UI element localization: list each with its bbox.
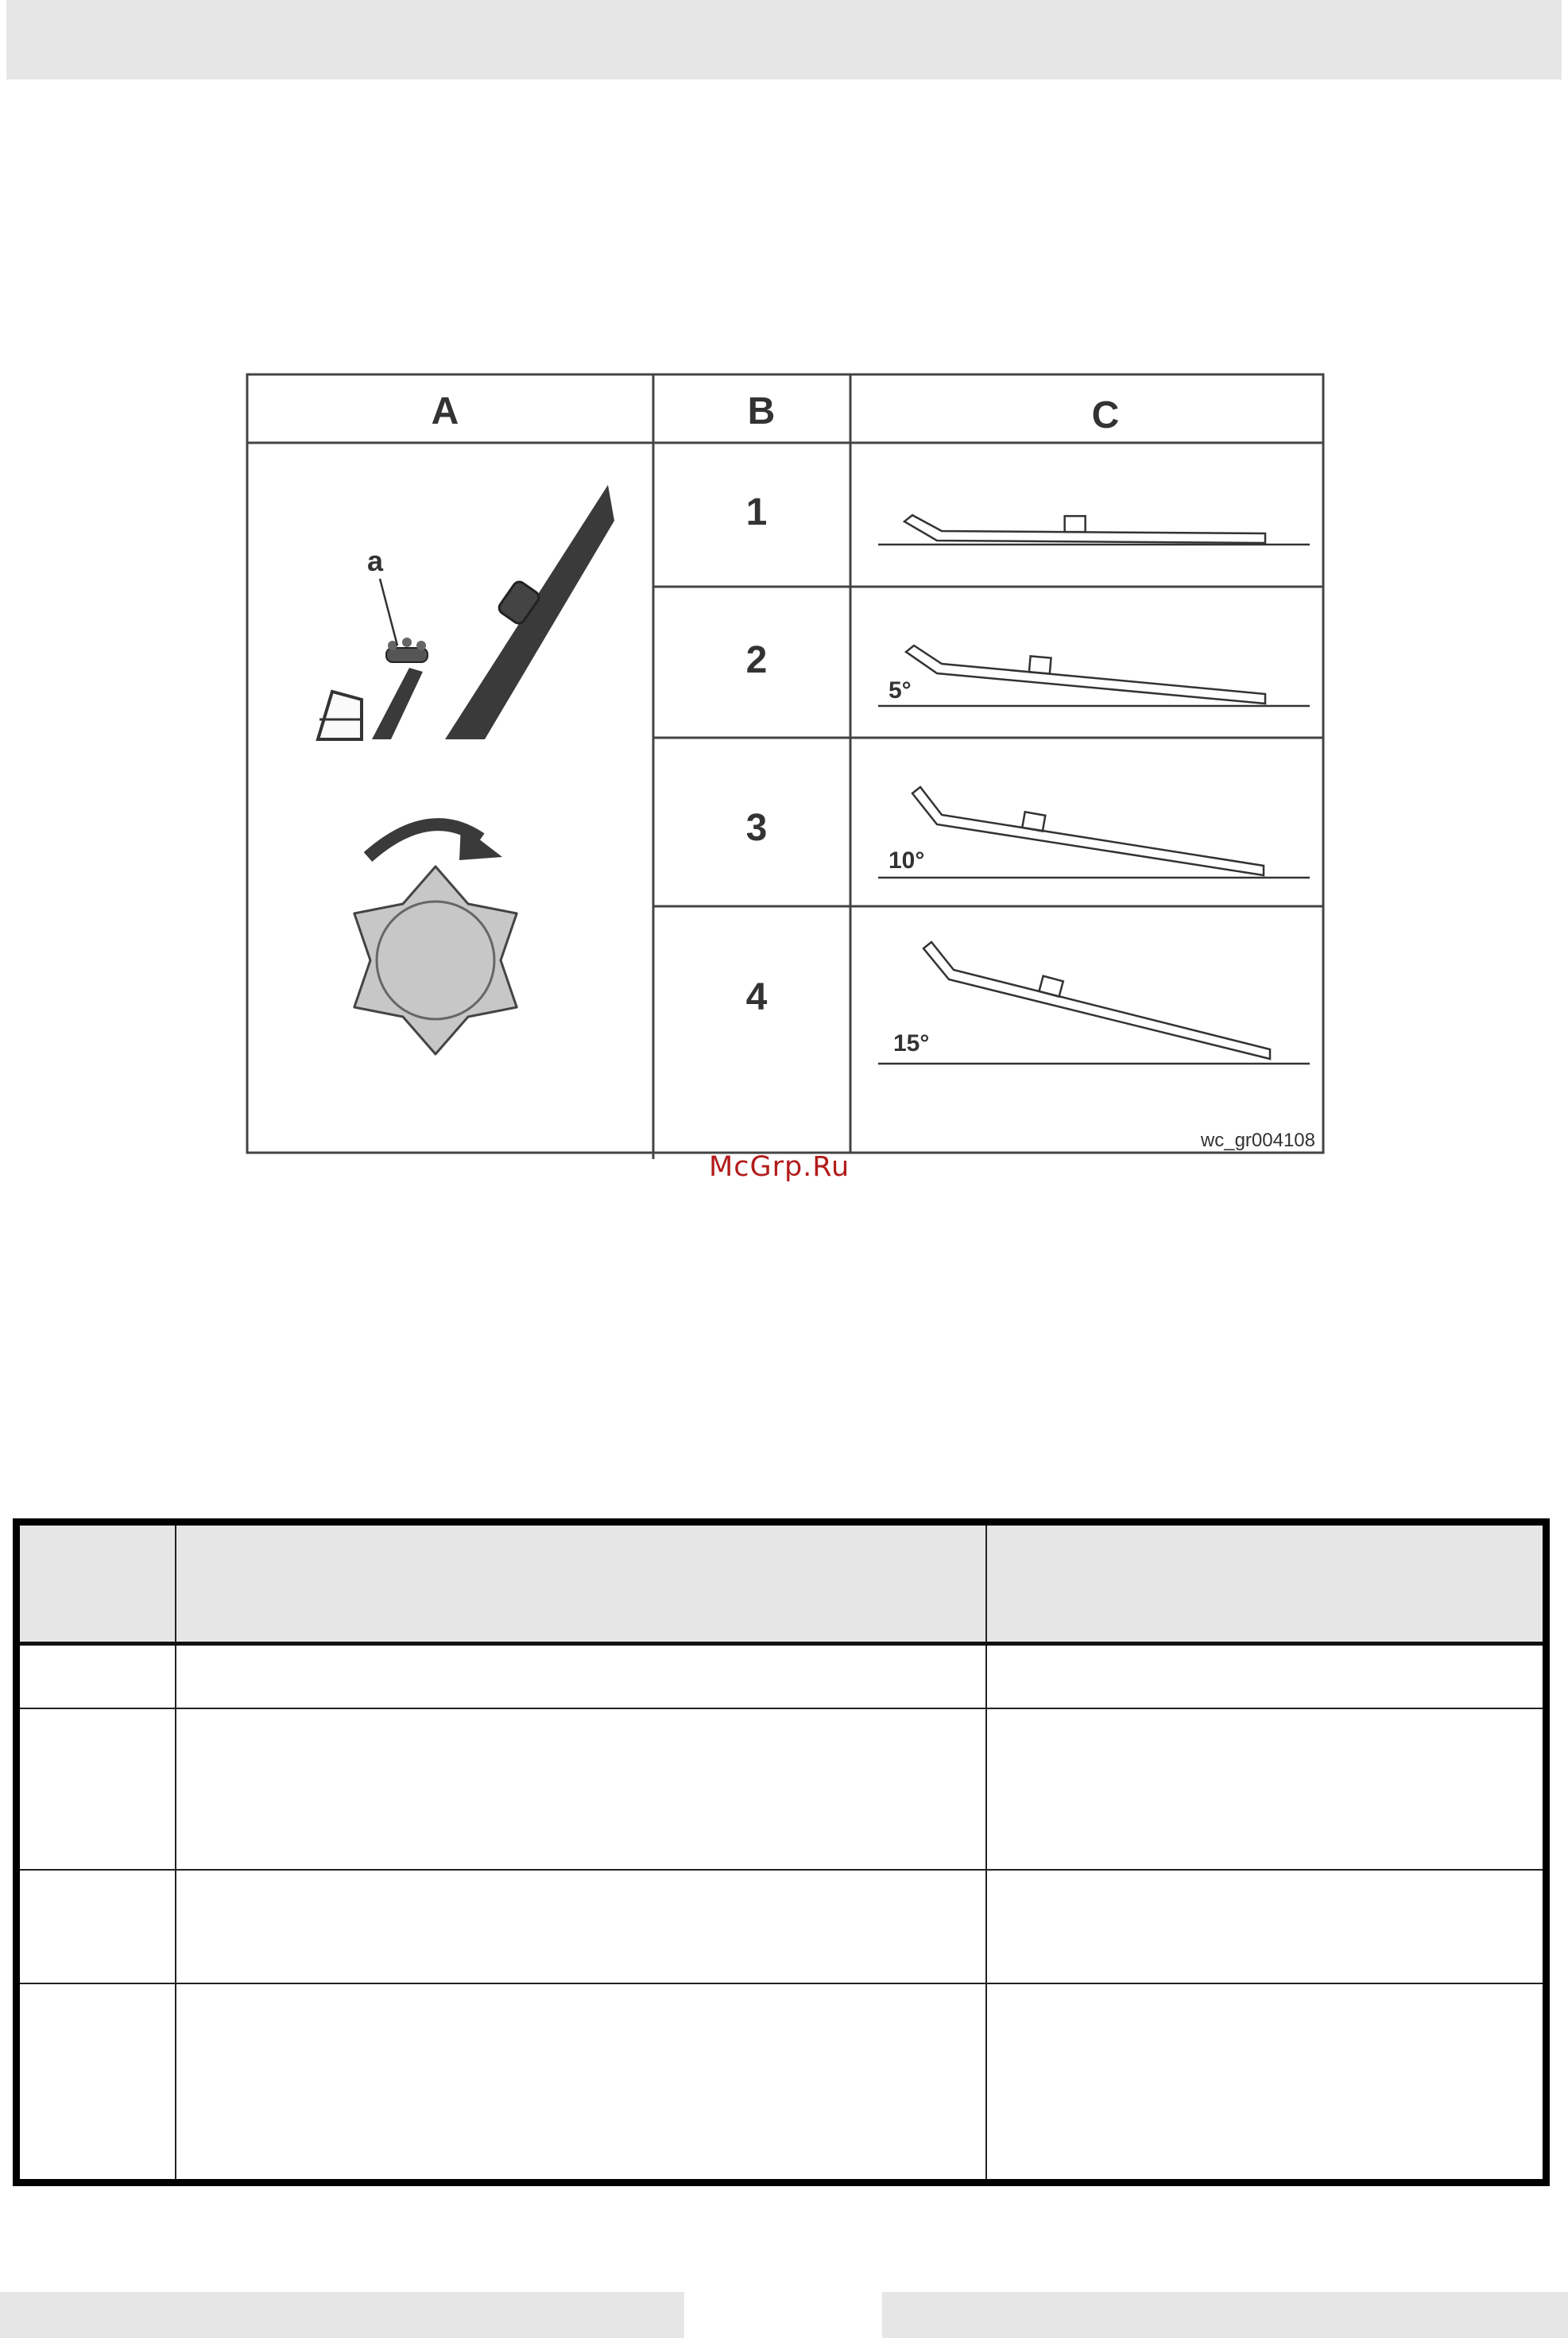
table-cell (176, 1522, 986, 1644)
board-block-2 (1029, 656, 1051, 673)
table-cell (176, 1983, 986, 2183)
table-cell (17, 1522, 176, 1644)
table-cell (17, 1870, 176, 1983)
header-a: A (431, 390, 459, 432)
board-block-1 (1065, 516, 1086, 532)
tilted-board-4 (923, 942, 1270, 1059)
callout-leader (380, 579, 397, 646)
table-row (17, 1983, 1547, 2183)
table-cell (176, 1708, 986, 1870)
table-cell (986, 1870, 1547, 1983)
tilted-board-2 (906, 646, 1265, 704)
board-block-4 (1039, 976, 1063, 997)
table-row (17, 1870, 1547, 1983)
header-c: C (1091, 394, 1120, 436)
tilt-diagrams (878, 515, 1310, 1064)
figure-id: wc_gr004108 (1200, 1130, 1315, 1151)
step-4: 4 (745, 976, 768, 1018)
callout-label-a: a (367, 545, 384, 577)
table-cell (17, 1983, 176, 2183)
step-2: 2 (745, 639, 768, 681)
rotate-arrowhead-icon (459, 825, 502, 860)
table-cell (986, 1643, 1547, 1708)
empty-table (13, 1518, 1550, 2186)
angle-label-4: 15° (893, 1030, 930, 1057)
table-row (17, 1708, 1547, 1870)
footer-band-left (0, 2292, 684, 2338)
handle-photo (318, 485, 614, 739)
table-cell (986, 1708, 1547, 1870)
footer-band-right (882, 2292, 1568, 2338)
table-cell (17, 1708, 176, 1870)
watermark: McGrp.Ru (709, 1151, 850, 1183)
angle-label-3: 10° (889, 847, 925, 874)
table-cell (986, 1983, 1547, 2183)
angle-label-2: 5° (889, 677, 912, 704)
step-1: 1 (745, 491, 768, 533)
header-b: B (747, 390, 776, 432)
table-cell (176, 1870, 986, 1983)
knob-center (377, 901, 494, 1019)
step-3: 3 (745, 807, 768, 849)
board-block-3 (1022, 812, 1045, 831)
figure-frame (247, 374, 1323, 1153)
table-row (17, 1643, 1547, 1708)
tilted-board-3 (912, 787, 1264, 875)
table-cell (176, 1643, 986, 1708)
table-cell (17, 1643, 176, 1708)
table-cell (986, 1522, 1547, 1644)
table-header-row (17, 1522, 1547, 1644)
